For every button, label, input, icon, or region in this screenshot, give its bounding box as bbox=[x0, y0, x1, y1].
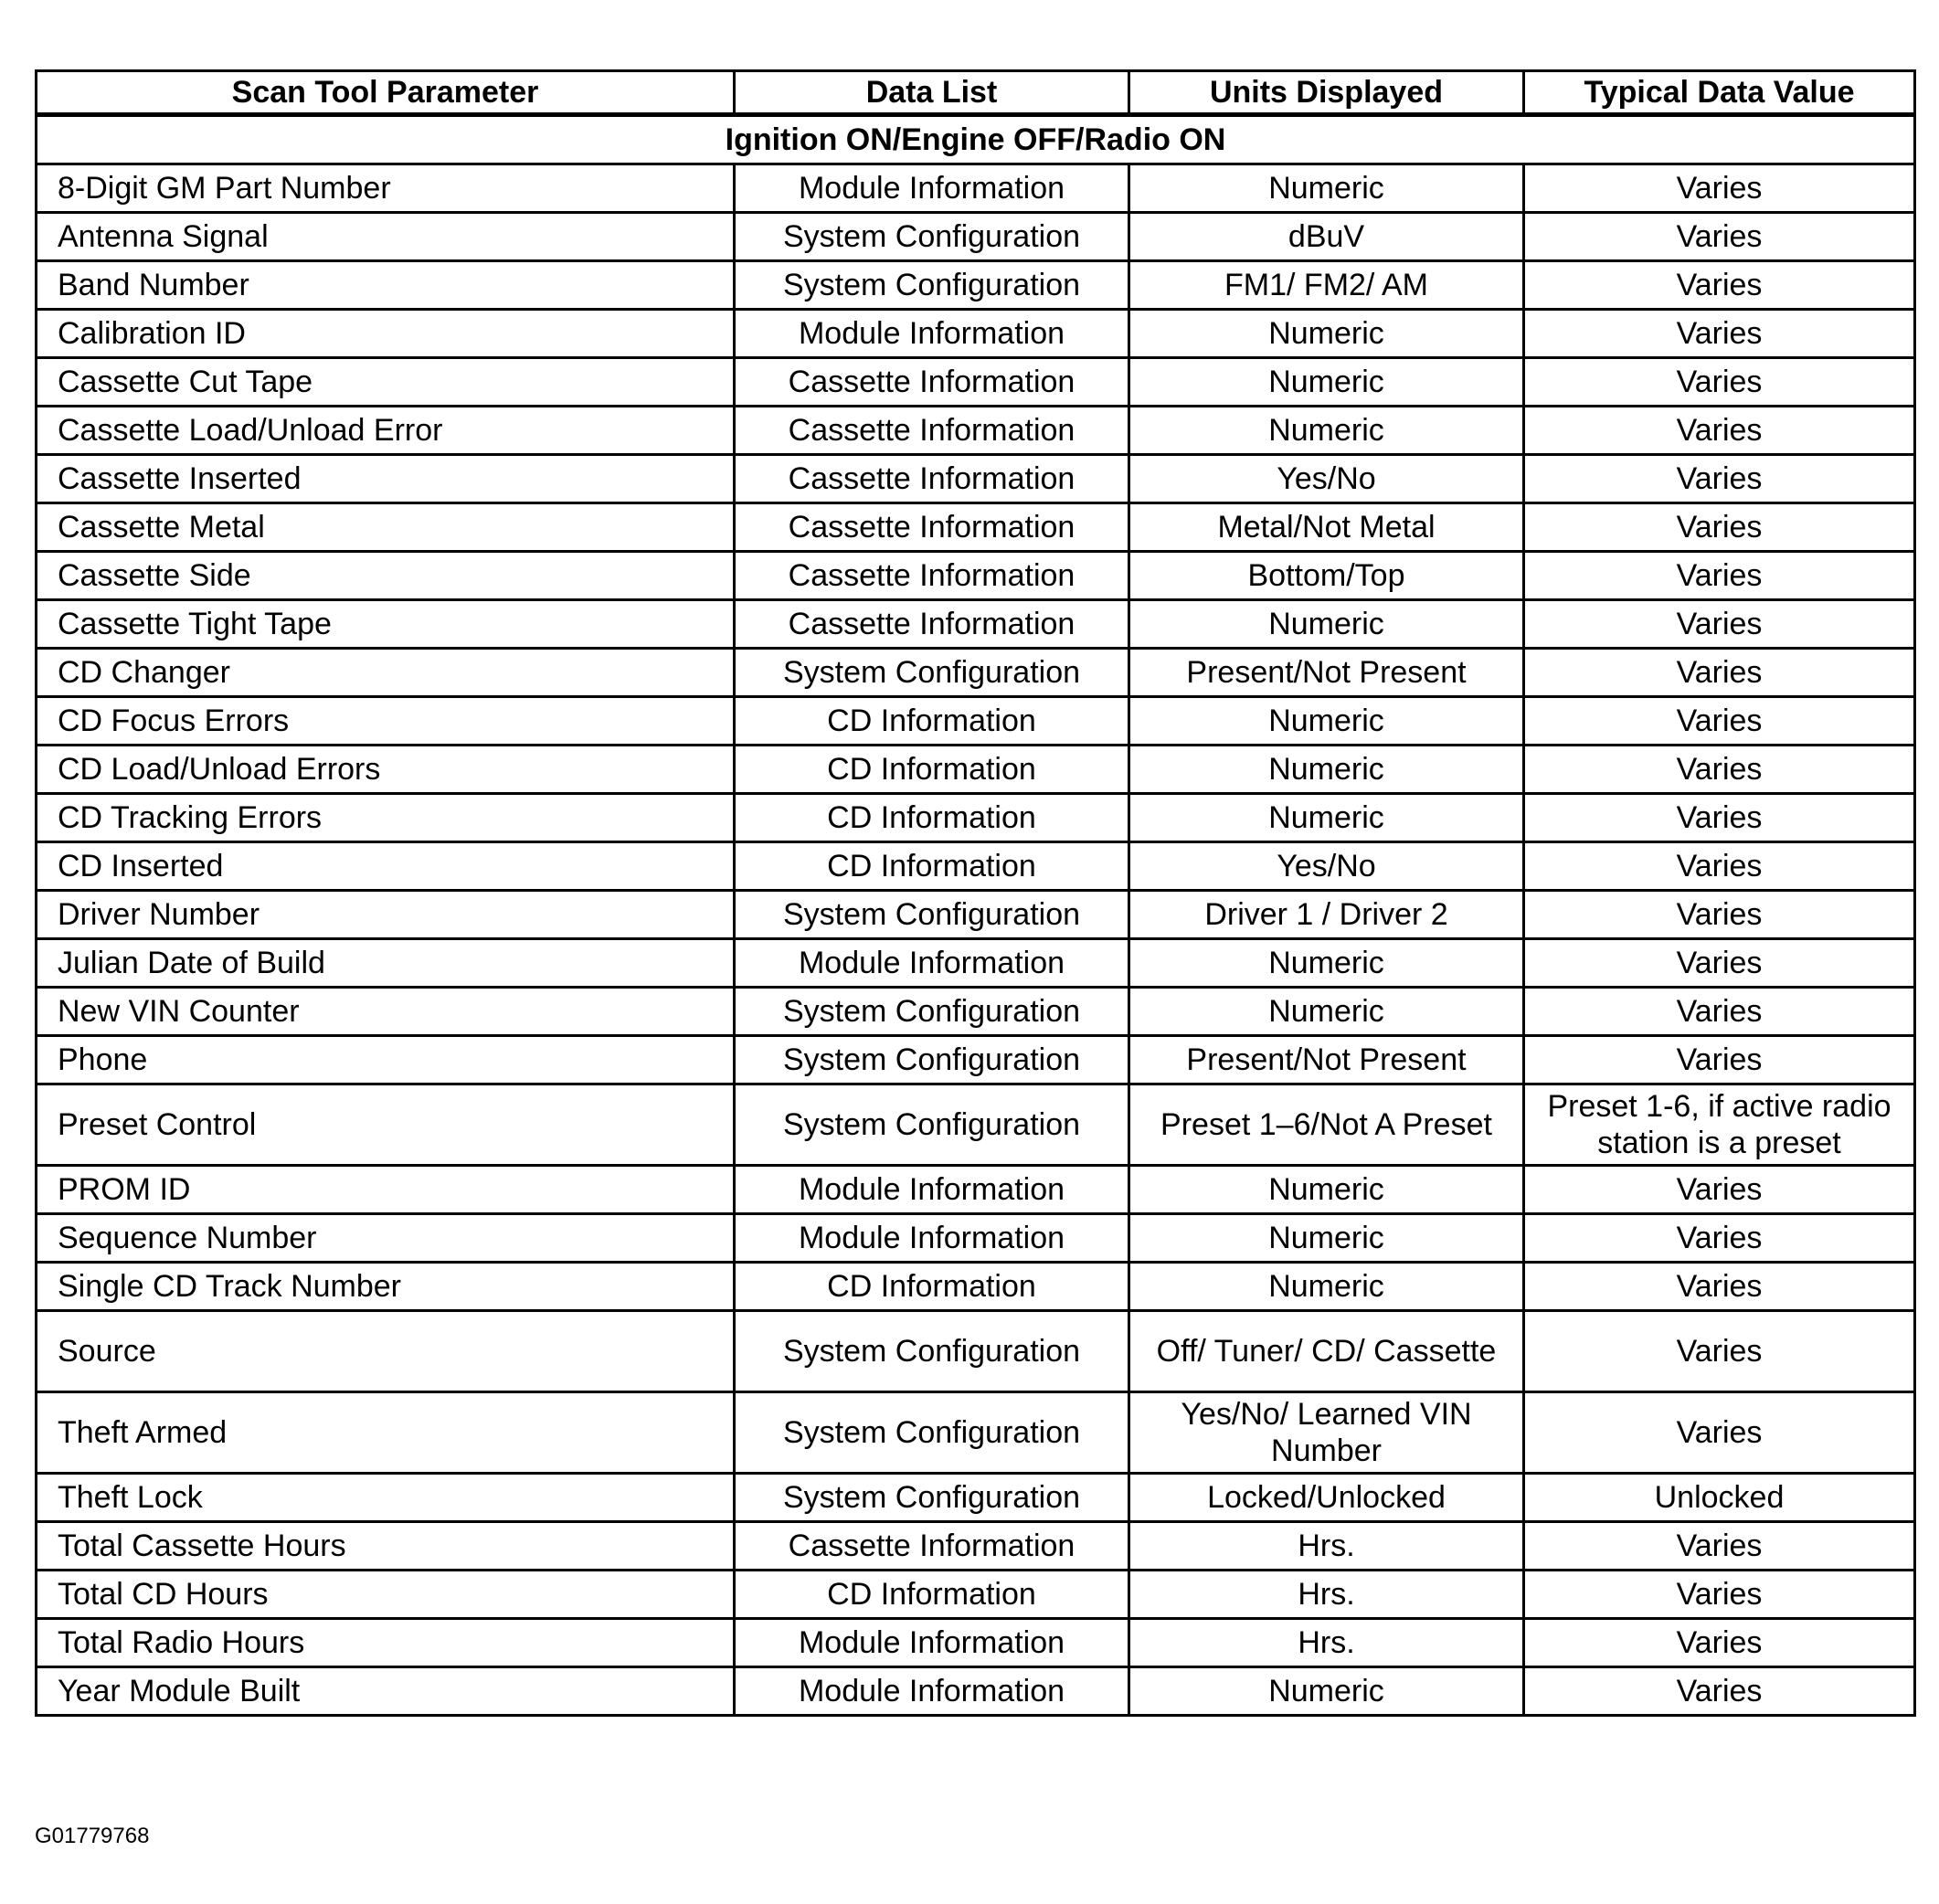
cell-typical-data-value: Varies bbox=[1524, 1166, 1915, 1214]
cell-scan-tool-parameter: CD Inserted bbox=[37, 842, 735, 891]
cell-typical-data-value: Varies bbox=[1524, 261, 1915, 310]
cell-data-list: System Configuration bbox=[735, 213, 1129, 261]
cell-scan-tool-parameter: Cassette Side bbox=[37, 552, 735, 600]
table-row bbox=[37, 455, 1915, 503]
cell-scan-tool-parameter: Total Radio Hours bbox=[37, 1619, 735, 1667]
header-units-displayed: Units Displayed bbox=[1129, 71, 1524, 115]
table-row bbox=[37, 503, 1915, 552]
table-row bbox=[37, 794, 1915, 842]
table-row bbox=[37, 600, 1915, 649]
table-row bbox=[37, 891, 1915, 939]
cell-data-list: System Configuration bbox=[735, 1474, 1129, 1522]
cell-units-displayed: Numeric bbox=[1129, 164, 1524, 213]
cell-data-list: System Configuration bbox=[735, 1311, 1129, 1392]
cell-typical-data-value: Varies bbox=[1524, 1214, 1915, 1263]
cell-data-list: Cassette Information bbox=[735, 600, 1129, 649]
cell-scan-tool-parameter: Phone bbox=[37, 1036, 735, 1084]
cell-scan-tool-parameter: Band Number bbox=[37, 261, 735, 310]
cell-scan-tool-parameter: Theft Lock bbox=[37, 1474, 735, 1522]
cell-units-displayed: Preset 1–6/Not A Preset bbox=[1129, 1084, 1524, 1166]
cell-data-list: Module Information bbox=[735, 1214, 1129, 1263]
cell-data-list: System Configuration bbox=[735, 1036, 1129, 1084]
cell-typical-data-value: Varies bbox=[1524, 891, 1915, 939]
section-row bbox=[37, 115, 1915, 164]
cell-data-list: CD Information bbox=[735, 794, 1129, 842]
cell-units-displayed: FM1/ FM2/ AM bbox=[1129, 261, 1524, 310]
cell-data-list: System Configuration bbox=[735, 1084, 1129, 1166]
cell-data-list: Cassette Information bbox=[735, 455, 1129, 503]
cell-units-displayed: Numeric bbox=[1129, 1667, 1524, 1716]
table-header-row bbox=[37, 71, 1915, 115]
cell-scan-tool-parameter: Cassette Tight Tape bbox=[37, 600, 735, 649]
cell-units-displayed: Numeric bbox=[1129, 1166, 1524, 1214]
cell-typical-data-value: Varies bbox=[1524, 600, 1915, 649]
cell-data-list: System Configuration bbox=[735, 649, 1129, 697]
cell-data-list: CD Information bbox=[735, 842, 1129, 891]
cell-data-list: System Configuration bbox=[735, 261, 1129, 310]
table-row bbox=[37, 939, 1915, 988]
cell-typical-data-value: Varies bbox=[1524, 552, 1915, 600]
cell-data-list: System Configuration bbox=[735, 891, 1129, 939]
cell-data-list: CD Information bbox=[735, 1571, 1129, 1619]
table-row bbox=[37, 1392, 1915, 1474]
cell-typical-data-value: Varies bbox=[1524, 310, 1915, 358]
cell-data-list: Module Information bbox=[735, 1619, 1129, 1667]
table-row bbox=[37, 164, 1915, 213]
cell-scan-tool-parameter: Cassette Load/Unload Error bbox=[37, 407, 735, 455]
cell-typical-data-value: Preset 1-6, if active radio station is a preset bbox=[1524, 1084, 1915, 1166]
cell-units-displayed: Numeric bbox=[1129, 794, 1524, 842]
cell-scan-tool-parameter: Cassette Inserted bbox=[37, 455, 735, 503]
cell-scan-tool-parameter: Source bbox=[37, 1311, 735, 1392]
cell-data-list: CD Information bbox=[735, 746, 1129, 794]
table-row bbox=[37, 1667, 1915, 1716]
cell-units-displayed: Numeric bbox=[1129, 746, 1524, 794]
cell-units-displayed: Numeric bbox=[1129, 407, 1524, 455]
cell-scan-tool-parameter: Cassette Cut Tape bbox=[37, 358, 735, 407]
cell-typical-data-value: Unlocked bbox=[1524, 1474, 1915, 1522]
cell-data-list: Module Information bbox=[735, 164, 1129, 213]
cell-units-displayed: Present/Not Present bbox=[1129, 649, 1524, 697]
cell-units-displayed: Hrs. bbox=[1129, 1522, 1524, 1571]
table-row bbox=[37, 213, 1915, 261]
table-row bbox=[37, 1214, 1915, 1263]
cell-units-displayed: Numeric bbox=[1129, 310, 1524, 358]
cell-units-displayed: Present/Not Present bbox=[1129, 1036, 1524, 1084]
table-row bbox=[37, 358, 1915, 407]
cell-scan-tool-parameter: CD Tracking Errors bbox=[37, 794, 735, 842]
cell-data-list: Cassette Information bbox=[735, 407, 1129, 455]
cell-typical-data-value: Varies bbox=[1524, 1392, 1915, 1474]
cell-units-displayed: Locked/Unlocked bbox=[1129, 1474, 1524, 1522]
cell-units-displayed: Numeric bbox=[1129, 988, 1524, 1036]
cell-typical-data-value: Varies bbox=[1524, 988, 1915, 1036]
table-row bbox=[37, 1036, 1915, 1084]
table-row bbox=[37, 1263, 1915, 1311]
cell-units-displayed: Numeric bbox=[1129, 1263, 1524, 1311]
cell-typical-data-value: Varies bbox=[1524, 1667, 1915, 1716]
cell-units-displayed: Hrs. bbox=[1129, 1619, 1524, 1667]
cell-scan-tool-parameter: Antenna Signal bbox=[37, 213, 735, 261]
cell-typical-data-value: Varies bbox=[1524, 1311, 1915, 1392]
table-row bbox=[37, 1522, 1915, 1571]
table-row bbox=[37, 1571, 1915, 1619]
cell-typical-data-value: Varies bbox=[1524, 407, 1915, 455]
cell-typical-data-value: Varies bbox=[1524, 1263, 1915, 1311]
cell-typical-data-value: Varies bbox=[1524, 697, 1915, 746]
table-row bbox=[37, 746, 1915, 794]
cell-scan-tool-parameter: Preset Control bbox=[37, 1084, 735, 1166]
document-page bbox=[35, 69, 1913, 1717]
table-row bbox=[37, 310, 1915, 358]
cell-units-displayed: Yes/No/ Learned VIN Number bbox=[1129, 1392, 1524, 1474]
cell-data-list: CD Information bbox=[735, 697, 1129, 746]
cell-units-displayed: Bottom/Top bbox=[1129, 552, 1524, 600]
table-row bbox=[37, 1084, 1915, 1166]
table-row bbox=[37, 1474, 1915, 1522]
cell-typical-data-value: Varies bbox=[1524, 842, 1915, 891]
cell-scan-tool-parameter: Single CD Track Number bbox=[37, 1263, 735, 1311]
table-row bbox=[37, 988, 1915, 1036]
cell-scan-tool-parameter: Theft Armed bbox=[37, 1392, 735, 1474]
cell-data-list: Cassette Information bbox=[735, 552, 1129, 600]
header-data-list: Data List bbox=[735, 71, 1129, 115]
table-row bbox=[37, 407, 1915, 455]
cell-scan-tool-parameter: Calibration ID bbox=[37, 310, 735, 358]
cell-typical-data-value: Varies bbox=[1524, 358, 1915, 407]
cell-scan-tool-parameter: Driver Number bbox=[37, 891, 735, 939]
section-label: Ignition ON/Engine OFF/Radio ON bbox=[37, 115, 1915, 164]
cell-typical-data-value: Varies bbox=[1524, 794, 1915, 842]
cell-units-displayed: Numeric bbox=[1129, 358, 1524, 407]
cell-data-list: Module Information bbox=[735, 1166, 1129, 1214]
cell-typical-data-value: Varies bbox=[1524, 746, 1915, 794]
cell-typical-data-value: Varies bbox=[1524, 164, 1915, 213]
cell-units-displayed: Numeric bbox=[1129, 697, 1524, 746]
cell-typical-data-value: Varies bbox=[1524, 213, 1915, 261]
cell-scan-tool-parameter: CD Focus Errors bbox=[37, 697, 735, 746]
header-typical-data-value: Typical Data Value bbox=[1524, 71, 1915, 115]
cell-typical-data-value: Varies bbox=[1524, 1571, 1915, 1619]
cell-scan-tool-parameter: Total CD Hours bbox=[37, 1571, 735, 1619]
cell-data-list: System Configuration bbox=[735, 1392, 1129, 1474]
cell-typical-data-value: Varies bbox=[1524, 1522, 1915, 1571]
header-scan-tool-parameter: Scan Tool Parameter bbox=[37, 71, 735, 115]
cell-units-displayed: Yes/No bbox=[1129, 455, 1524, 503]
cell-units-displayed: Numeric bbox=[1129, 939, 1524, 988]
table-row bbox=[37, 261, 1915, 310]
table-row bbox=[37, 842, 1915, 891]
cell-data-list: System Configuration bbox=[735, 988, 1129, 1036]
cell-data-list: Cassette Information bbox=[735, 503, 1129, 552]
cell-units-displayed: Metal/Not Metal bbox=[1129, 503, 1524, 552]
table-row bbox=[37, 697, 1915, 746]
cell-units-displayed: Hrs. bbox=[1129, 1571, 1524, 1619]
cell-scan-tool-parameter: CD Changer bbox=[37, 649, 735, 697]
cell-units-displayed: Driver 1 / Driver 2 bbox=[1129, 891, 1524, 939]
cell-scan-tool-parameter: Year Module Built bbox=[37, 1667, 735, 1716]
cell-typical-data-value: Varies bbox=[1524, 1619, 1915, 1667]
cell-scan-tool-parameter: Julian Date of Build bbox=[37, 939, 735, 988]
cell-units-displayed: Off/ Tuner/ CD/ Cassette bbox=[1129, 1311, 1524, 1392]
cell-typical-data-value: Varies bbox=[1524, 503, 1915, 552]
cell-data-list: CD Information bbox=[735, 1263, 1129, 1311]
cell-units-displayed: Yes/No bbox=[1129, 842, 1524, 891]
table-row bbox=[37, 649, 1915, 697]
cell-scan-tool-parameter: CD Load/Unload Errors bbox=[37, 746, 735, 794]
cell-scan-tool-parameter: 8-Digit GM Part Number bbox=[37, 164, 735, 213]
cell-units-displayed: Numeric bbox=[1129, 600, 1524, 649]
table-row bbox=[37, 552, 1915, 600]
table-body bbox=[37, 115, 1915, 1716]
figure-id: G01779768 bbox=[35, 1824, 150, 1848]
cell-scan-tool-parameter: Sequence Number bbox=[37, 1214, 735, 1263]
cell-data-list: Cassette Information bbox=[735, 1522, 1129, 1571]
cell-scan-tool-parameter: Cassette Metal bbox=[37, 503, 735, 552]
cell-scan-tool-parameter: Total Cassette Hours bbox=[37, 1522, 735, 1571]
cell-typical-data-value: Varies bbox=[1524, 455, 1915, 503]
cell-data-list: Module Information bbox=[735, 1667, 1129, 1716]
cell-typical-data-value: Varies bbox=[1524, 939, 1915, 988]
cell-data-list: Module Information bbox=[735, 310, 1129, 358]
cell-typical-data-value: Varies bbox=[1524, 1036, 1915, 1084]
cell-scan-tool-parameter: PROM ID bbox=[37, 1166, 735, 1214]
cell-scan-tool-parameter: New VIN Counter bbox=[37, 988, 735, 1036]
table-row bbox=[37, 1619, 1915, 1667]
table-row bbox=[37, 1166, 1915, 1214]
cell-units-displayed: dBuV bbox=[1129, 213, 1524, 261]
table-row bbox=[37, 1311, 1915, 1392]
cell-data-list: Cassette Information bbox=[735, 358, 1129, 407]
scan-tool-data-table bbox=[35, 69, 1916, 1717]
cell-data-list: Module Information bbox=[735, 939, 1129, 988]
cell-typical-data-value: Varies bbox=[1524, 649, 1915, 697]
cell-units-displayed: Numeric bbox=[1129, 1214, 1524, 1263]
